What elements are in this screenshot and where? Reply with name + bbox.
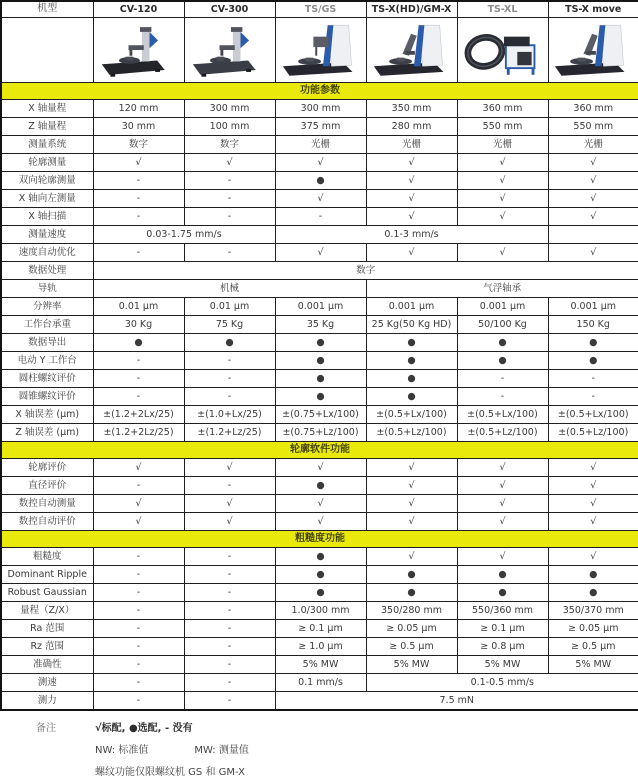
legend-line [36,719,638,734]
spec-value-cell: ● [275,172,366,190]
model-header-row [1,1,638,18]
spec-value-cell: ● [457,334,548,352]
spec-value-cell: - [184,190,275,208]
spec-row [1,548,638,566]
spec-row [1,674,638,692]
row-label: 直径评价 [1,477,93,495]
spec-row [1,262,638,280]
spec-value-cell: 350 mm [366,100,457,118]
spec-value-cell: ≥ 0.1 μm [275,620,366,638]
spec-value-cell: √ [366,244,457,262]
model-header-ts-gs: TS/GS [275,1,366,18]
spec-value-cell: ±(0.75+Lx/100) [275,406,366,424]
spec-value-cell: √ [457,172,548,190]
spec-value-cell: 375 mm [275,118,366,136]
spec-value-cell: ● [93,334,184,352]
spec-value-cell: √ [457,190,548,208]
spec-value-cell: 0.001 μm [457,298,548,316]
spec-value-cell: √ [366,513,457,531]
section-band-row [1,83,638,100]
row-label: 分辨率 [1,298,93,316]
spec-value-cell: 25 Kg(50 Kg HD) [366,316,457,334]
spec-value-cell: - [93,566,184,584]
spec-value-cell: ● [275,352,366,370]
section-title: 轮廓软件功能 [1,442,638,459]
spec-value-cell: - [275,208,366,226]
spec-value-cell: - [184,602,275,620]
model-header-cv-300: CV-300 [184,1,275,18]
row-label: 准确性 [1,656,93,674]
spec-value-cell: ● [366,388,457,406]
spec-value-cell: ● [457,584,548,602]
spec-value-cell: - [93,244,184,262]
spec-value-cell: ±(1.2+2Lz/25) [93,424,184,442]
spec-row [1,154,638,172]
spec-value-cell: √ [457,208,548,226]
spec-value-cell [548,226,638,244]
spec-value-cell: 0.1-0.5 mm/s [366,674,638,692]
spec-value-cell: 5% MW [548,656,638,674]
row-label: 轮廓测量 [1,154,93,172]
row-label: 量程（Z/X） [1,602,93,620]
row-label: 电动 Y 工作台 [1,352,93,370]
section-title: 功能参数 [1,83,638,100]
spec-value-cell: 360 mm [457,100,548,118]
spec-value-cell: 机械 [93,280,366,298]
thread-function-note: 螺纹功能仅限螺纹机 GS 和 GM-X [95,763,245,778]
spec-value-cell: ● [366,352,457,370]
cv-120-machine-photo [94,18,184,82]
spec-value-cell: ● [275,477,366,495]
spec-value-cell: - [184,352,275,370]
spec-value-cell: - [93,656,184,674]
cv-300-machine-photo [185,18,275,82]
spec-value-cell: 0.01 μm [93,298,184,316]
spec-value-cell: ● [548,566,638,584]
spec-value-cell: - [93,638,184,656]
spec-value-cell: 气浮轴承 [366,280,638,298]
ts-gs-machine-photo [276,18,366,82]
spec-row [1,566,638,584]
nw-definition: NW: 标准值 [95,741,148,756]
spec-value-cell: 0.1 mm/s [275,674,366,692]
spec-value-cell: - [184,656,275,674]
row-label: 粗糙度 [1,548,93,566]
spec-row [1,406,638,424]
spec-value-cell: - [184,388,275,406]
spec-value-cell: √ [93,459,184,477]
spec-value-cell: ≥ 0.5 μm [366,638,457,656]
spec-row [1,656,638,674]
row-label: X 轴扫描 [1,208,93,226]
spec-value-cell: 100 mm [184,118,275,136]
spec-value-cell: 30 Kg [93,316,184,334]
spec-value-cell: 5% MW [275,656,366,674]
spec-value-cell: √ [457,513,548,531]
image-cell-ts-gs [275,18,366,83]
spec-value-cell: 光栅 [457,136,548,154]
spec-value-cell: - [184,208,275,226]
spec-value-cell: ● [275,566,366,584]
spec-value-cell: - [548,370,638,388]
spec-value-cell: - [93,620,184,638]
thread-note-line [95,763,638,778]
spec-value-cell: - [184,692,275,711]
row-label: 数据导出 [1,334,93,352]
spec-value-cell: ±(0.5+Lx/100) [457,406,548,424]
spec-value-cell: - [184,584,275,602]
spec-value-cell: √ [548,495,638,513]
spec-value-cell: 120 mm [93,100,184,118]
spec-value-cell: ±(0.5+Lx/100) [366,406,457,424]
spec-row [1,495,638,513]
spec-row [1,298,638,316]
image-cell-ts-x-hd-gm-x [366,18,457,83]
spec-row [1,136,638,154]
spec-row [1,424,638,442]
spec-value-cell: √ [548,244,638,262]
spec-value-cell: ● [366,566,457,584]
spec-value-cell: 光栅 [548,136,638,154]
spec-value-cell: - [93,190,184,208]
spec-row [1,459,638,477]
spec-value-cell: - [457,388,548,406]
row-label: X 轴向左测量 [1,190,93,208]
row-label: Robust Gaussian [1,584,93,602]
spec-row [1,638,638,656]
row-label: 测量系统 [1,136,93,154]
spec-value-cell: - [93,172,184,190]
spec-value-cell: 0.001 μm [366,298,457,316]
spec-value-cell: ±(1.2+2Lx/25) [93,406,184,424]
spec-value-cell: - [184,477,275,495]
spec-value-cell: 光栅 [366,136,457,154]
spec-value-cell: √ [457,459,548,477]
image-cell-cv-300 [184,18,275,83]
spec-value-cell: ● [457,566,548,584]
image-row-spacer [1,18,93,83]
spec-value-cell: √ [184,459,275,477]
row-label: 数据处理 [1,262,93,280]
spec-value-cell: 30 mm [93,118,184,136]
spec-row [1,244,638,262]
spec-value-cell: - [93,208,184,226]
spec-value-cell: ● [548,352,638,370]
spec-value-cell: ≥ 0.5 μm [548,638,638,656]
spec-value-cell: √ [548,208,638,226]
spec-value-cell: ● [184,334,275,352]
model-header-ts-x-move: TS-X move [548,1,638,18]
ts-x-move-machine-photo [549,18,638,82]
row-label: Dominant Ripple [1,566,93,584]
row-label: 工作台承重 [1,316,93,334]
spec-row [1,352,638,370]
notes-label: 备注 [36,719,95,734]
spec-value-cell: 0.1-3 mm/s [275,226,548,244]
spec-value-cell: ● [548,584,638,602]
footnotes [0,711,638,778]
spec-value-cell: ±(0.75+Lz/100) [275,424,366,442]
row-label: 双向轮廓测量 [1,172,93,190]
spec-value-cell: √ [184,513,275,531]
image-cell-ts-x-move [548,18,638,83]
corner-label: 机型 [1,1,93,18]
spec-value-cell: √ [366,548,457,566]
spec-row [1,477,638,495]
section-band-row [1,442,638,459]
spec-value-cell: √ [366,190,457,208]
symbol-legend: √标配, ●选配, - 没有 [95,719,193,734]
spec-value-cell: - [93,370,184,388]
row-label: 测量速度 [1,226,93,244]
machine-image-row [1,18,638,83]
spec-value-cell: √ [93,154,184,172]
row-label: 测力 [1,692,93,711]
spec-value-cell: - [184,370,275,388]
spec-value-cell: - [93,674,184,692]
spec-row [1,172,638,190]
spec-value-cell: 1.0/300 mm [275,602,366,620]
section-band-row [1,531,638,548]
spec-value-cell: √ [366,208,457,226]
spec-value-cell: - [184,244,275,262]
spec-value-cell: √ [548,477,638,495]
spec-value-cell: - [184,674,275,692]
spec-value-cell: ● [275,584,366,602]
spec-row [1,208,638,226]
image-cell-cv-120 [93,18,184,83]
spec-value-cell: 数字 [93,262,638,280]
spec-value-cell: - [184,620,275,638]
spec-value-cell: - [93,548,184,566]
spec-row [1,334,638,352]
row-label: 速度自动优化 [1,244,93,262]
mw-definition: MW: 测量值 [194,741,248,756]
ts-x-hd-gm-x-machine-photo [367,18,457,82]
row-label: 数控自动评价 [1,513,93,531]
spec-value-cell: - [457,370,548,388]
spec-value-cell: ● [275,370,366,388]
model-header-ts-xl: TS-XL [457,1,548,18]
row-label: 轮廓评价 [1,459,93,477]
spec-value-cell: √ [366,477,457,495]
spec-value-cell: 550 mm [457,118,548,136]
nw-mw-line [95,741,638,756]
spec-value-cell: ±(0.5+Lx/100) [548,406,638,424]
spec-value-cell: √ [457,154,548,172]
spec-row [1,190,638,208]
spec-row [1,100,638,118]
spec-value-cell: ±(1.2+Lz/25) [184,424,275,442]
spec-value-cell: √ [93,513,184,531]
row-label: Z 轴量程 [1,118,93,136]
row-label: 圆锥螺纹评价 [1,388,93,406]
spec-value-cell: ● [366,584,457,602]
spec-value-cell: ≥ 1.0 μm [275,638,366,656]
spec-value-cell: - [93,602,184,620]
spec-value-cell: ±(0.5+Lz/100) [366,424,457,442]
row-label: 圆柱螺纹评价 [1,370,93,388]
row-label: Z 轴误差 (μm) [1,424,93,442]
spec-value-cell: √ [275,495,366,513]
spec-value-cell: √ [548,154,638,172]
spec-value-cell: ±(1.0+Lx/25) [184,406,275,424]
spec-value-cell: ≥ 0.8 μm [457,638,548,656]
spec-value-cell: - [184,548,275,566]
spec-value-cell: - [93,584,184,602]
spec-row [1,692,638,711]
row-label: X 轴量程 [1,100,93,118]
ts-xl-machine-photo [458,18,548,82]
spec-value-cell: √ [548,548,638,566]
spec-value-cell: ● [366,334,457,352]
spec-value-cell: ● [275,388,366,406]
spec-value-cell: √ [457,548,548,566]
spec-row [1,388,638,406]
spec-value-cell: ● [275,548,366,566]
row-label: 数控自动测量 [1,495,93,513]
spec-value-cell: √ [457,244,548,262]
spec-value-cell: √ [93,495,184,513]
spec-value-cell: 550 mm [548,118,638,136]
spec-value-cell: 150 Kg [548,316,638,334]
spec-value-cell: 光栅 [275,136,366,154]
row-label: 测速 [1,674,93,692]
spec-value-cell: 50/100 Kg [457,316,548,334]
spec-value-cell: 360 mm [548,100,638,118]
row-label: Rz 范围 [1,638,93,656]
spec-value-cell: - [93,692,184,711]
spec-value-cell: 0.001 μm [548,298,638,316]
spec-value-cell: √ [275,244,366,262]
spec-value-cell: √ [457,477,548,495]
spec-value-cell: - [93,477,184,495]
spec-value-cell: ● [275,334,366,352]
spec-value-cell: 550/360 mm [457,602,548,620]
spec-value-cell: √ [548,513,638,531]
spec-value-cell: √ [275,459,366,477]
spec-row [1,602,638,620]
spec-value-cell: √ [548,459,638,477]
spec-value-cell: ● [366,370,457,388]
spec-row [1,620,638,638]
spec-value-cell: 0.01 μm [184,298,275,316]
spec-value-cell: ≥ 0.05 μm [366,620,457,638]
spec-value-cell: ● [548,334,638,352]
spec-value-cell: √ [275,190,366,208]
spec-value-cell: 数字 [93,136,184,154]
spec-value-cell: √ [275,513,366,531]
spec-value-cell: 5% MW [366,656,457,674]
spec-value-cell: ±(0.5+Lz/100) [457,424,548,442]
spec-value-cell: 数字 [184,136,275,154]
row-label: X 轴误差 (μm) [1,406,93,424]
row-label: 导轨 [1,280,93,298]
spec-value-cell: - [548,388,638,406]
spec-value-cell: ≥ 0.05 μm [548,620,638,638]
spec-value-cell: √ [548,172,638,190]
spec-value-cell: 300 mm [184,100,275,118]
spec-value-cell: 75 Kg [184,316,275,334]
spec-value-cell: √ [184,495,275,513]
spec-value-cell: √ [457,495,548,513]
spec-value-cell: 350/280 mm [366,602,457,620]
spec-value-cell: √ [548,190,638,208]
spec-row [1,513,638,531]
spec-value-cell: √ [366,459,457,477]
spec-value-cell: √ [275,154,366,172]
spec-value-cell: ● [457,352,548,370]
spec-value-cell: - [184,566,275,584]
spec-value-cell: √ [184,154,275,172]
spec-value-cell: √ [366,495,457,513]
image-cell-ts-xl [457,18,548,83]
spec-value-cell: √ [366,172,457,190]
spec-value-cell: 280 mm [366,118,457,136]
spec-row [1,370,638,388]
spec-row [1,316,638,334]
spec-value-cell: - [184,172,275,190]
spec-value-cell: 5% MW [457,656,548,674]
spec-value-cell: ±(0.5+Lz/100) [548,424,638,442]
spec-row [1,118,638,136]
spec-row [1,226,638,244]
spec-value-cell: - [184,638,275,656]
spec-row [1,280,638,298]
section-title: 粗糙度功能 [1,531,638,548]
spec-value-cell: 7.5 mN [275,692,638,711]
row-label: Ra 范围 [1,620,93,638]
spec-value-cell: 0.03-1.75 mm/s [93,226,275,244]
spec-value-cell: 35 Kg [275,316,366,334]
model-header-ts-x-hd-gm-x: TS-X(HD)/GM-X [366,1,457,18]
spec-value-cell: 350/370 mm [548,602,638,620]
spec-value-cell: - [93,388,184,406]
spec-value-cell: - [93,352,184,370]
spec-row [1,584,638,602]
spec-value-cell: 300 mm [275,100,366,118]
model-header-cv-120: CV-120 [93,1,184,18]
spec-value-cell: ≥ 0.1 μm [457,620,548,638]
spec-value-cell: √ [366,154,457,172]
spec-value-cell: 0.001 μm [275,298,366,316]
